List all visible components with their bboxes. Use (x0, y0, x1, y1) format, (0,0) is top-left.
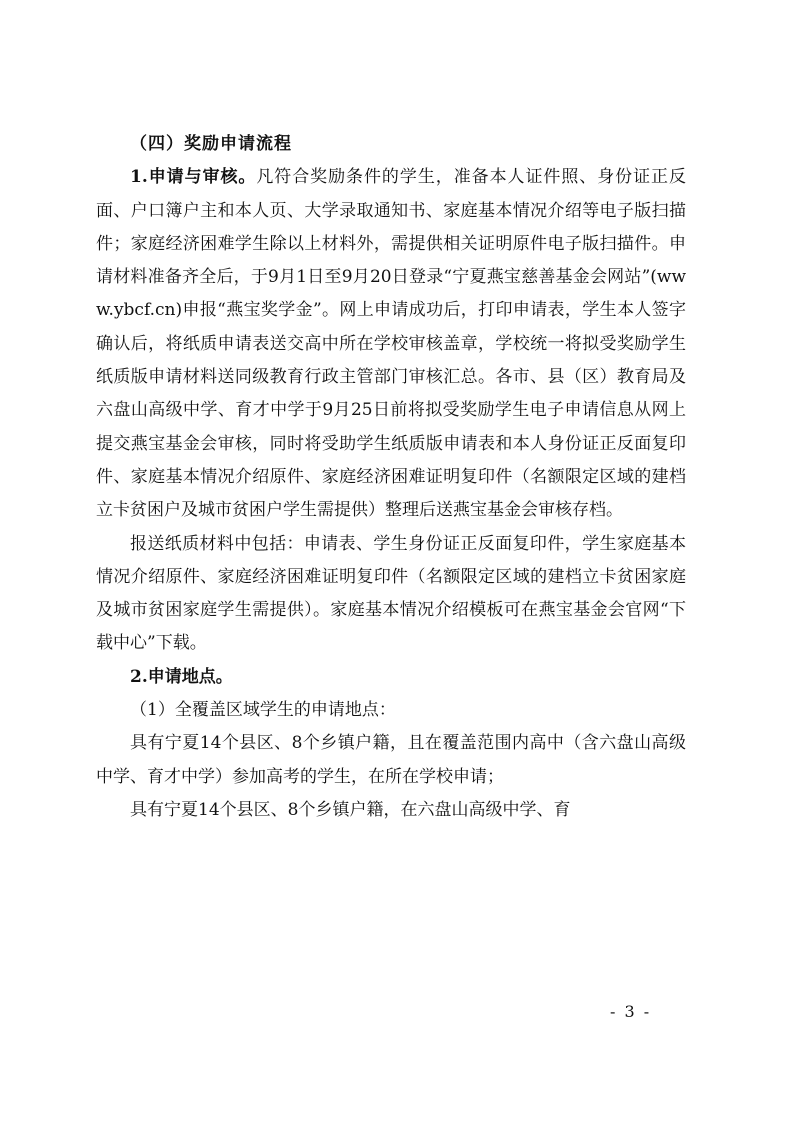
page-number: - 3 - (610, 1002, 652, 1021)
sub1-paragraph-1: 具有宁夏14个县区、8个乡镇户籍，且在覆盖范围内高中（含六盘山高级中学、育才中学）参加高考的学生，在所在学校申请； (96, 733, 686, 787)
section-heading: （四）奖励申请流程 (130, 134, 292, 154)
item1-lead: 1.申请与审核。 (130, 167, 257, 188)
item1-paragraph (96, 161, 686, 527)
sub1-paragraph-2: 具有宁夏14个县区、8个乡镇户籍，在六盘山高级中学、育 (130, 799, 571, 820)
sub1-heading: （1）全覆盖区域学生的申请地点： (130, 700, 396, 721)
item1-text: 凡符合奖励条件的学生，准备本人证件照、身份证正反面、户口簿户主和本人页、大学录取通知书、家庭基本情况介绍等电子版扫描件；家庭经济困难学生除以上材料外，需提供相关证明原件电子版扫描件。申请材料准备齐全后，于9月1日至9月20日登录“宁夏燕宝慈善基金会网站”(www.ybcf.cn)申报“燕宝奖学金”。网上申请成功后，打印申请表，学生本人签字确认后，将纸质申请表送交高中所在学校审核盖章，学校统一将拟受奖励学生纸质版申请材料送同级教育行政主管部门审核汇总。各市、县（区）教育局及六盘山高级中学、育才中学于9月25日前将拟受奖励学生电子申请信息从网上提交燕宝基金会审核，同时将受助学生纸质版申请表和本人身份证正反面复印件、家庭基本情况介绍原件、家庭经济困难证明复印件（名额限定区域的建档立卡贫困户及城市贫困户学生需提供）整理后送燕宝基金会审核存档。 (96, 167, 687, 521)
materials-paragraph: 报送纸质材料中包括：申请表、学生身份证正反面复印件，学生家庭基本情况介绍原件、家庭经济困难证明复印件（名额限定区域的建档立卡贫困家庭及城市贫困家庭学生需提供）。家庭基本情况介绍模板可在燕宝基金会官网“下载中心”下载。 (96, 533, 686, 654)
item2-heading: 2.申请地点。 (130, 666, 233, 687)
document-body (96, 128, 686, 827)
